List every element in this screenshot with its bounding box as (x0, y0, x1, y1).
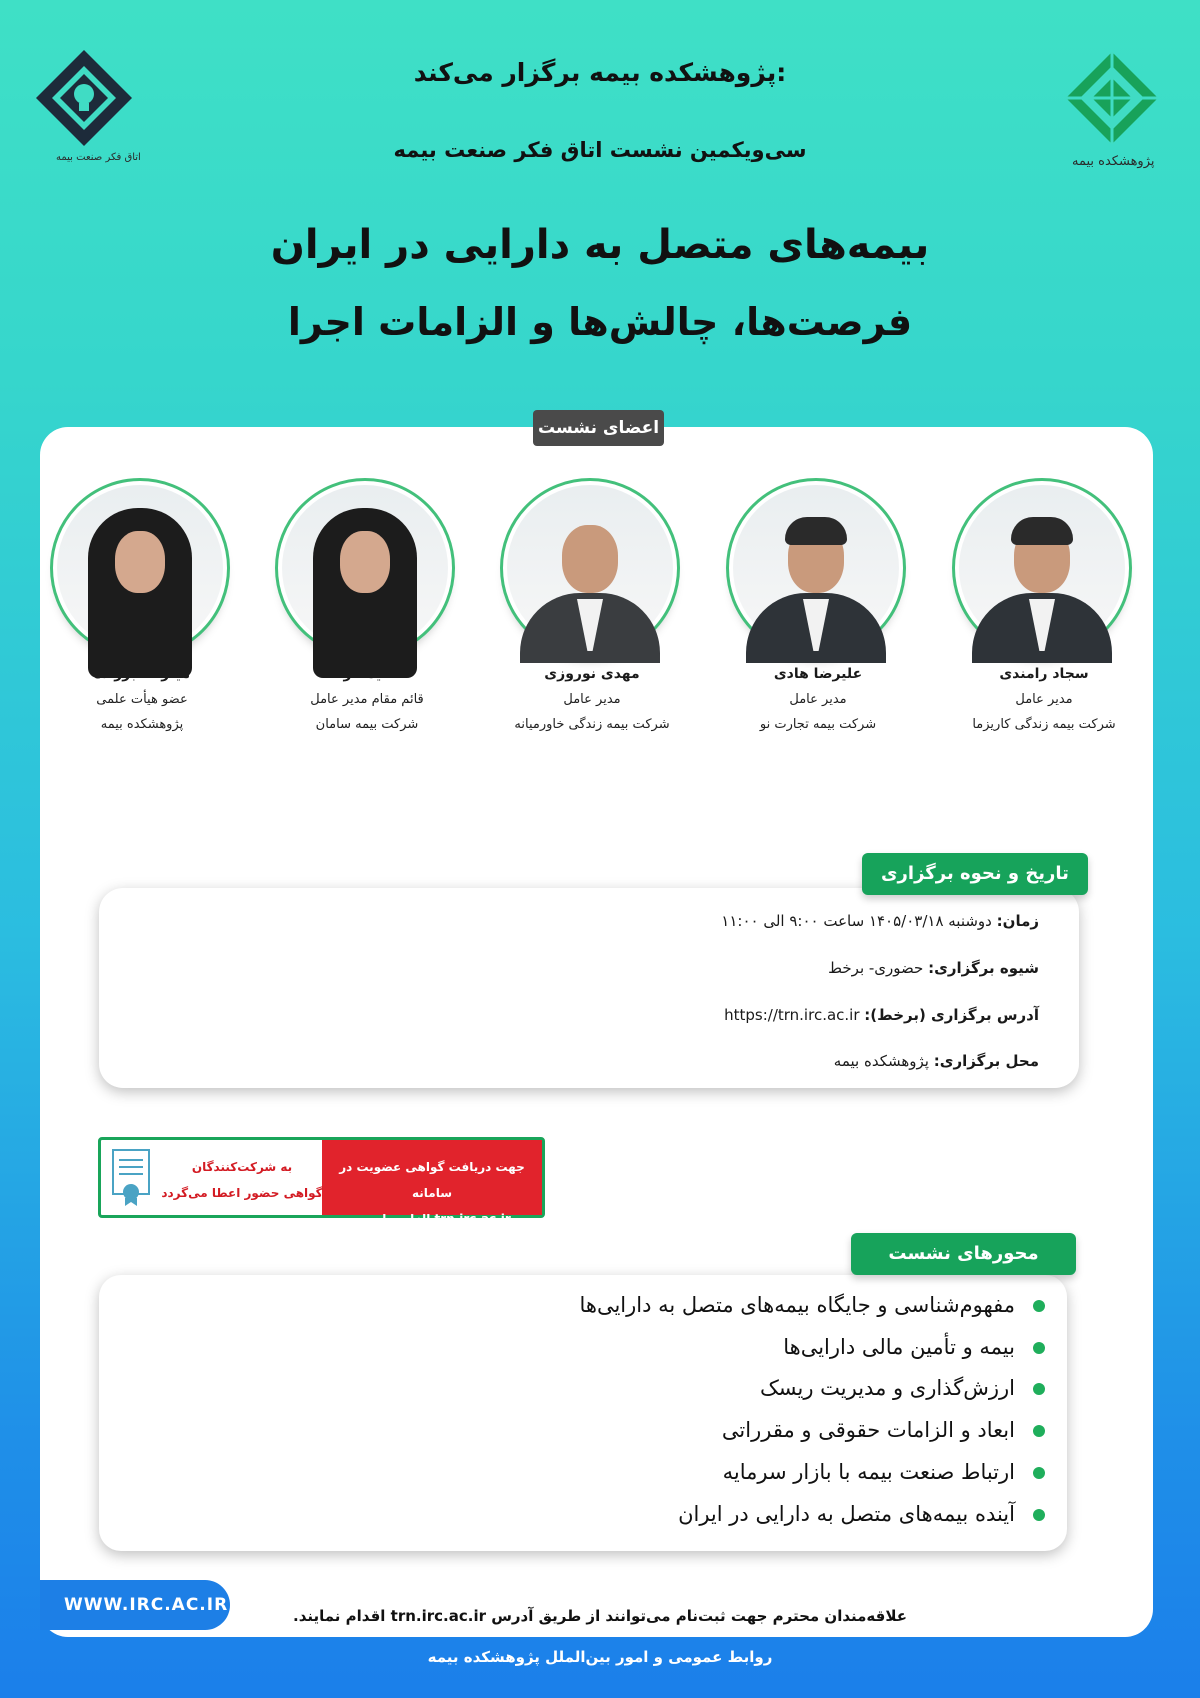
members-tab: اعضای نشست (533, 410, 664, 446)
topic-item: ارزش‌گذاری و مدیریت ریسک (760, 1376, 1045, 1400)
think-tank-caption: اتاق فکر صنعت بیمه (56, 152, 141, 163)
speaker-card (726, 478, 910, 732)
speaker-role: مدیر عامل (563, 692, 621, 707)
bullet-icon (1033, 1342, 1045, 1354)
speaker-role: مدیر عامل (1015, 692, 1073, 707)
irc-caption: پژوهشکده بیمه (1072, 154, 1155, 169)
online-address-link[interactable]: https://trn.irc.ac.ir (724, 1006, 860, 1024)
venue-value: پژوهشکده بیمه (833, 1052, 929, 1070)
certificate-requirement (322, 1140, 542, 1226)
certificate-requirement-line2: trn.irc.ac.ir الزامی است. (353, 1212, 511, 1226)
speaker-org: شرکت بیمه تجارت نو (759, 717, 877, 732)
bullet-icon (1033, 1300, 1045, 1312)
topics-tab: محورهای نشست (851, 1233, 1076, 1275)
venue-row (834, 1052, 1039, 1070)
registration-note: علاقه‌مندان محترم جهت ثبت‌نام می‌توانند از طریق آدرس trn.irc.ac.ir اقدام نمایند. (293, 1607, 907, 1625)
website-link[interactable]: WWW.IRC.AC.IR (40, 1580, 230, 1630)
certificate-icon (111, 1148, 151, 1208)
online-address-label: آدرس برگزاری (برخط): (864, 1006, 1039, 1024)
speaker-org: شرکت بیمه زندگی خاورمیانه (514, 717, 670, 732)
time-value: دوشنبه ۱۴۰۵/۰۳/۱۸ ساعت ۹:۰۰ الی ۱۱:۰۰ (721, 912, 992, 930)
speaker-org: شرکت بیمه سامان (315, 717, 419, 732)
certificate-note-line1: به شرکت‌کنندگان (191, 1160, 293, 1174)
speaker-card (50, 478, 234, 732)
event-title-line1: بیمه‌های متصل به دارایی در ایران (270, 222, 930, 268)
speaker-org: شرکت بیمه زندگی کاریزما (972, 717, 1116, 732)
topic-item: ابعاد و الزامات حقوقی و مقرراتی (722, 1418, 1045, 1442)
speaker-photo (726, 478, 906, 658)
speaker-name: علیرضا هادی (773, 666, 863, 682)
venue-label: محل برگزاری: (933, 1052, 1039, 1070)
topic-item: بیمه و تأمین مالی دارایی‌ها (783, 1335, 1045, 1359)
bullet-icon (1033, 1425, 1045, 1437)
method-label: شیوه برگزاری: (928, 959, 1039, 977)
certificate-note (159, 1154, 325, 1206)
publisher-signature: روابط عمومی و امور بین‌الملل پژوهشکده بیمه (427, 1648, 773, 1666)
certificate-note-line2: گواهی حضور اعطا می‌گردد (161, 1186, 323, 1200)
speaker-name: مهدی نوروزی (544, 666, 640, 682)
certificate-banner (98, 1137, 545, 1226)
topic-item: آینده بیمه‌های متصل به دارایی در ایران (678, 1502, 1045, 1526)
schedule-card (99, 888, 1079, 1088)
event-title-line2: فرصت‌ها، چالش‌ها و الزامات اجرا (287, 300, 913, 344)
speaker-photo (50, 478, 230, 658)
bullet-icon (1033, 1383, 1045, 1395)
speaker-role: مدیر عامل (789, 692, 847, 707)
topics-card (99, 1275, 1067, 1551)
online-address-row (724, 1006, 1039, 1024)
bullet-icon (1033, 1509, 1045, 1521)
speaker-card (952, 478, 1136, 732)
bullet-icon (1033, 1467, 1045, 1479)
speaker-card (275, 478, 459, 732)
speaker-photo (500, 478, 680, 658)
speaker-org: پژوهشکده بیمه (100, 717, 184, 732)
series-line: سی‌ویکمین نشست اتاق فکر صنعت بیمه (393, 138, 807, 162)
method-value: حضوری- برخط (828, 959, 924, 977)
method-row (828, 959, 1039, 977)
topic-item: مفهوم‌شناسی و جایگاه بیمه‌های متصل به دارایی‌ها (579, 1293, 1045, 1317)
certificate-requirement-line1: جهت دریافت گواهی عضویت در سامانه (339, 1160, 525, 1200)
speaker-role: عضو هیأت علمی (96, 692, 188, 707)
speaker-role: قائم مقام مدیر عامل (310, 692, 424, 707)
speaker-card (500, 478, 684, 732)
time-row (721, 912, 1039, 930)
speaker-name: سجاد رامندی (999, 666, 1089, 682)
organizer-line: پژوهشکده بیمه برگزار می‌کند: (413, 58, 787, 87)
speaker-photo (275, 478, 455, 658)
topic-item: ارتباط صنعت بیمه با بازار سرمایه (723, 1460, 1045, 1484)
speaker-photo (952, 478, 1132, 658)
time-label: زمان: (996, 912, 1039, 930)
schedule-tab: تاریخ و نحوه برگزاری (862, 853, 1088, 895)
